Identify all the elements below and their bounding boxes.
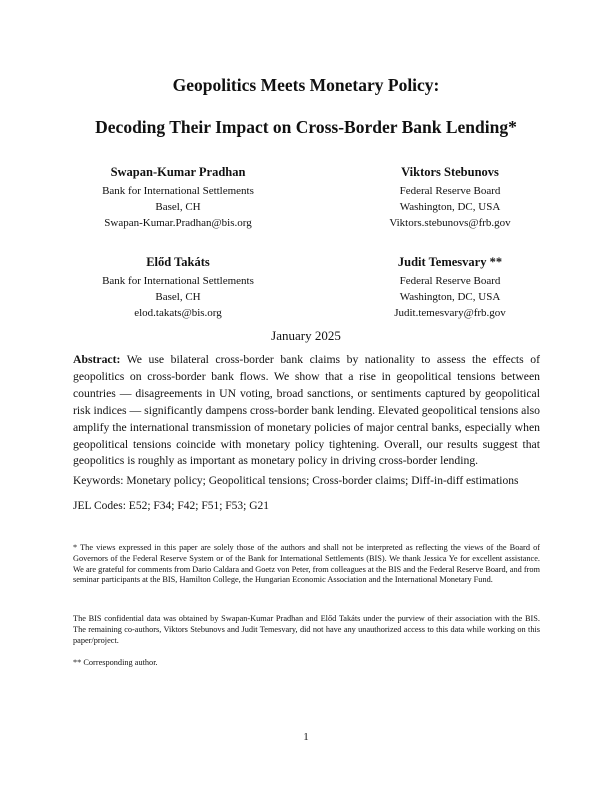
keywords: Keywords: Monetary policy; Geopolitical tensions; Cross-border claims; Diff-in-diff estimations: [73, 475, 519, 487]
abstract: [73, 352, 540, 470]
abstract-label: Abstract:: [73, 353, 121, 366]
author-affiliation: Bank for International Settlements: [102, 275, 254, 287]
author-name: Előd Takáts: [146, 255, 210, 269]
abstract-text: We use bilateral cross-border bank claims by nationality to assess the effects of geopolitics on cross-border bank flows. We show that a rise in geopolitical tensions between countries — disagreements in UN voting, broad sanctions, or sentiments captured by geopolitical risk indices — significantly dampens cross-border bank lending. Elevated geopolitical tensions also amplify the international transmission of monetary policies of major central banks, especially when geopolitical tensions coincide with monetary policy tightening. Overall, our results suggest that geopolitics is roughly as important as monetary policy in driving cross-border lending.: [73, 353, 540, 468]
author-email: elod.takats@bis.org: [134, 307, 222, 319]
author-affiliation: Federal Reserve Board: [399, 275, 501, 287]
author-email: Viktors.stebunovs@frb.gov: [389, 217, 511, 229]
author-location: Basel, CH: [155, 201, 201, 213]
footnote-disclaimer: * The views expressed in this paper are solely those of the authors and shall not be interpreted as reflecting the views of the Board of Governors of the Federal Reserve System or of the Bank for International Settlements (BIS). We thank Jessica Ye for excellent assistance. We are grateful for comments from Dario Caldara and Goetz von Peter, from colleagues at the BIS and the Federal Reserve Board, and from seminar participants at the BIS, Hamilton College, the Hungarian Economic Association and the International Monetary Fund.: [73, 543, 540, 585]
paper-title-line-2: Decoding Their Impact on Cross-Border Bank Lending*: [95, 117, 517, 137]
author-location: Washington, DC, USA: [399, 201, 501, 213]
author-block-temesvary: [340, 253, 560, 321]
author-block-pradhan: [68, 163, 288, 231]
author-email: Swapan-Kumar.Pradhan@bis.org: [104, 217, 252, 229]
footnote-corresponding-author: ** Corresponding author.: [73, 658, 158, 667]
author-block-stebunovs: [340, 163, 560, 231]
author-location: Washington, DC, USA: [399, 291, 501, 303]
author-name: Judit Temesvary **: [397, 255, 503, 269]
author-affiliation: Federal Reserve Board: [399, 185, 501, 197]
paper-title-line-1: Geopolitics Meets Monetary Policy:: [172, 75, 440, 95]
author-affiliation: Bank for International Settlements: [102, 185, 254, 197]
author-name: Viktors Stebunovs: [401, 165, 499, 179]
footnote-data-note: The BIS confidential data was obtained by Swapan-Kumar Pradhan and Előd Takáts under the purview of their association with the BIS. The remaining co-authors, Viktors Stebunovs and Judit Temesvary, did not have any unauthorized access to this data while working on this paper/project.: [73, 614, 540, 645]
author-block-takats: [68, 253, 288, 321]
publication-date: January 2025: [271, 328, 341, 343]
page-number: 1: [303, 731, 309, 743]
author-email: Judit.temesvary@frb.gov: [394, 307, 506, 319]
author-name: Swapan-Kumar Pradhan: [110, 165, 246, 179]
author-location: Basel, CH: [155, 291, 201, 303]
jel-codes: JEL Codes: E52; F34; F42; F51; F53; G21: [73, 500, 270, 512]
